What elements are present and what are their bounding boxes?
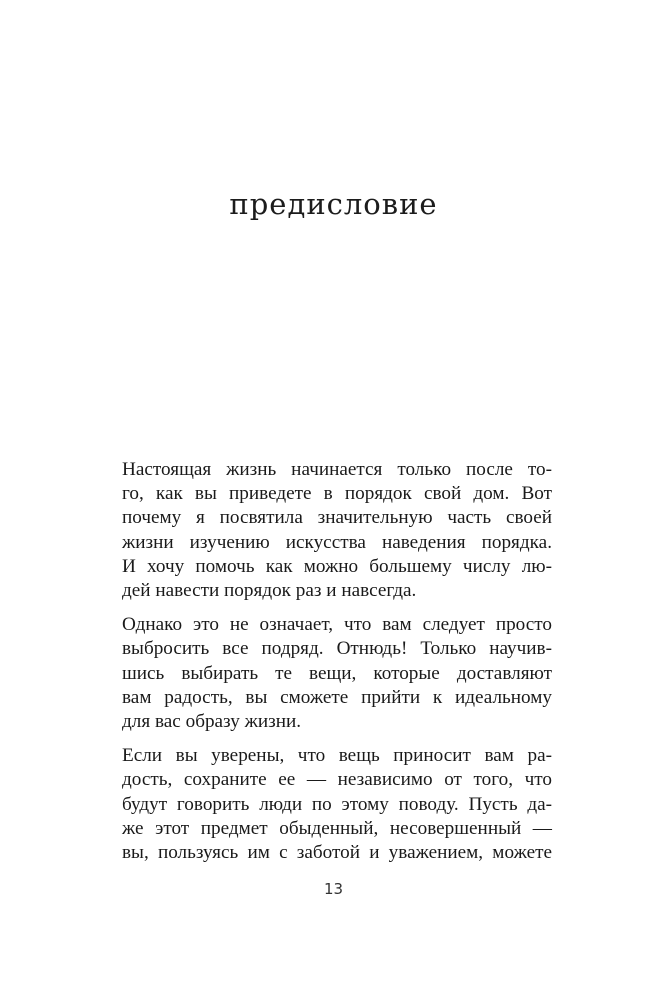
text-line: го, как вы приведете в порядок свой дом. Вот: [122, 483, 552, 505]
body-text: [122, 458, 552, 875]
text-line: Настоящая жизнь начинается только после то-: [122, 459, 552, 480]
paragraph-2: [122, 613, 552, 734]
text-line: для вас образу жизни.: [122, 711, 302, 733]
text-line: дость, сохраните ее — независимо от того, что: [122, 769, 552, 791]
page-number: 13: [323, 880, 344, 898]
text-line: И хочу помочь как можно большему числу лю-: [122, 555, 552, 577]
text-line: же этот предмет обыденный, несовершенный —: [122, 817, 552, 839]
text-line: почему я посвятила значительную часть своей: [122, 507, 552, 529]
chapter-title: предисловие: [229, 187, 438, 222]
text-line: вам радость, вы сможете прийти к идеальному: [122, 686, 552, 708]
text-line: шись выбирать те вещи, которые доставляют: [122, 662, 552, 684]
text-line: Если вы уверены, что вещь приносит вам ра-: [122, 745, 552, 767]
text-line: выбросить все подряд. Отнюдь! Только научив-: [122, 638, 552, 660]
text-line: дей навести порядок раз и навсегда.: [122, 580, 417, 602]
paragraph-1: [122, 458, 552, 603]
paragraph-3: [122, 744, 552, 865]
text-line: вы, пользуясь им с заботой и уважением, можете: [122, 842, 552, 864]
text-line: будут говорить люди по этому поводу. Пусть да-: [122, 793, 552, 815]
text-line: Однако это не означает, что вам следует просто: [122, 614, 552, 636]
text-line: жизни изучению искусства наведения порядка.: [122, 531, 552, 553]
